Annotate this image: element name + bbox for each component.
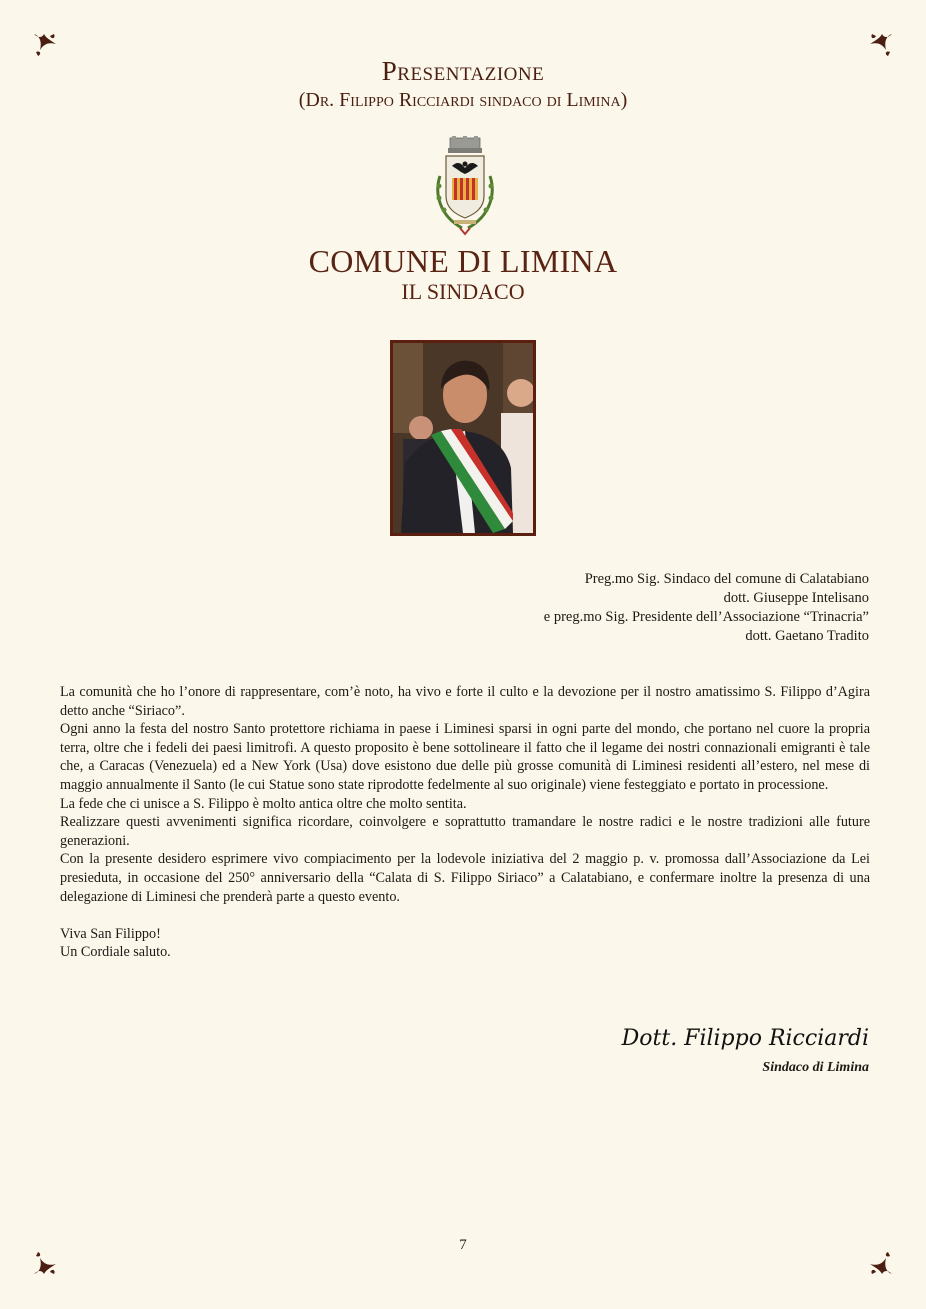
letter-body	[60, 683, 870, 962]
coat-of-arms-icon	[430, 136, 500, 236]
municipality-heading: COMUNE DI LIMINA	[308, 243, 618, 279]
addressee-line: e preg.mo Sig. Presidente dell’Associazione “Trinacria”	[543, 609, 869, 625]
addressee-block	[544, 570, 869, 646]
page-subtitle: (Dr. Filippo Ricciardi sindaco di Limina)	[298, 89, 628, 111]
paragraph-spacer	[60, 906, 870, 925]
addressee-line: dott. Gaetano Tradito	[745, 628, 869, 644]
signature-name: Dott. Filippo Ricciardi	[621, 1026, 869, 1051]
corner-ornament-icon	[32, 32, 58, 58]
addressee-line: Preg.mo Sig. Sindaco del comune di Calatabiano	[584, 571, 869, 587]
body-paragraph: La fede che ci unisce a S. Filippo è molto antica oltre che molto sentita.	[60, 795, 467, 812]
corner-ornament-icon	[868, 32, 894, 58]
closing-line: Un Cordiale saluto.	[60, 944, 171, 961]
mayor-portrait	[390, 340, 536, 536]
mayor-role-heading: IL SINDACO	[401, 279, 525, 304]
page-title: Presentazione	[381, 56, 545, 86]
body-paragraph: Ogni anno la festa del nostro Santo protettore richiama in paese i Liminesi sparsi in ogni parte del mondo, che portano nel cuore la propria terra, oltre che i fedeli dei paesi limitrofi. A questo proposito è bene sottolineare il fatto che il legame dei nostri connazionali emigranti è tale che, a Caracas (Venezuela) ed a New York (Usa) dove esistono due delle più grosse comunità di Liminesi residenti all’estero, nel mese di maggio annualmente il Santo (le cui Statue sono state riprodotte fedelmente al suo originale) viene festeggiato e portato in processione.	[60, 721, 870, 793]
page-number: 7	[459, 1237, 467, 1253]
body-paragraph: Con la presente desidero esprimere vivo compiacimento per la lodevole iniziativa del 2 maggio p. v. promossa dall’Associazione da Lei presieduta, in occasione del 250° anniversario della “Calata di S. Filippo Siriaco” a Calatabiano, e confermare inoltre la presenza di una delegazione di Liminesi che prenderà parte a questo evento.	[60, 851, 870, 905]
body-paragraph: La comunità che ho l’onore di rappresentare, com’è noto, ha vivo e forte il culto e la devozione per il nostro amatissimo S. Filippo d’Agira detto anche “Siriaco”.	[60, 684, 870, 719]
body-paragraph: Realizzare questi avvenimenti significa ricordare, coinvolgere e soprattutto tramandare le nostre radici e le nostre tradizioni alle future generazioni.	[60, 814, 870, 849]
addressee-line: dott. Giuseppe Intelisano	[723, 590, 869, 606]
closing-line: Viva San Filippo!	[60, 925, 161, 942]
signature-title: Sindaco di Limina	[762, 1060, 869, 1075]
